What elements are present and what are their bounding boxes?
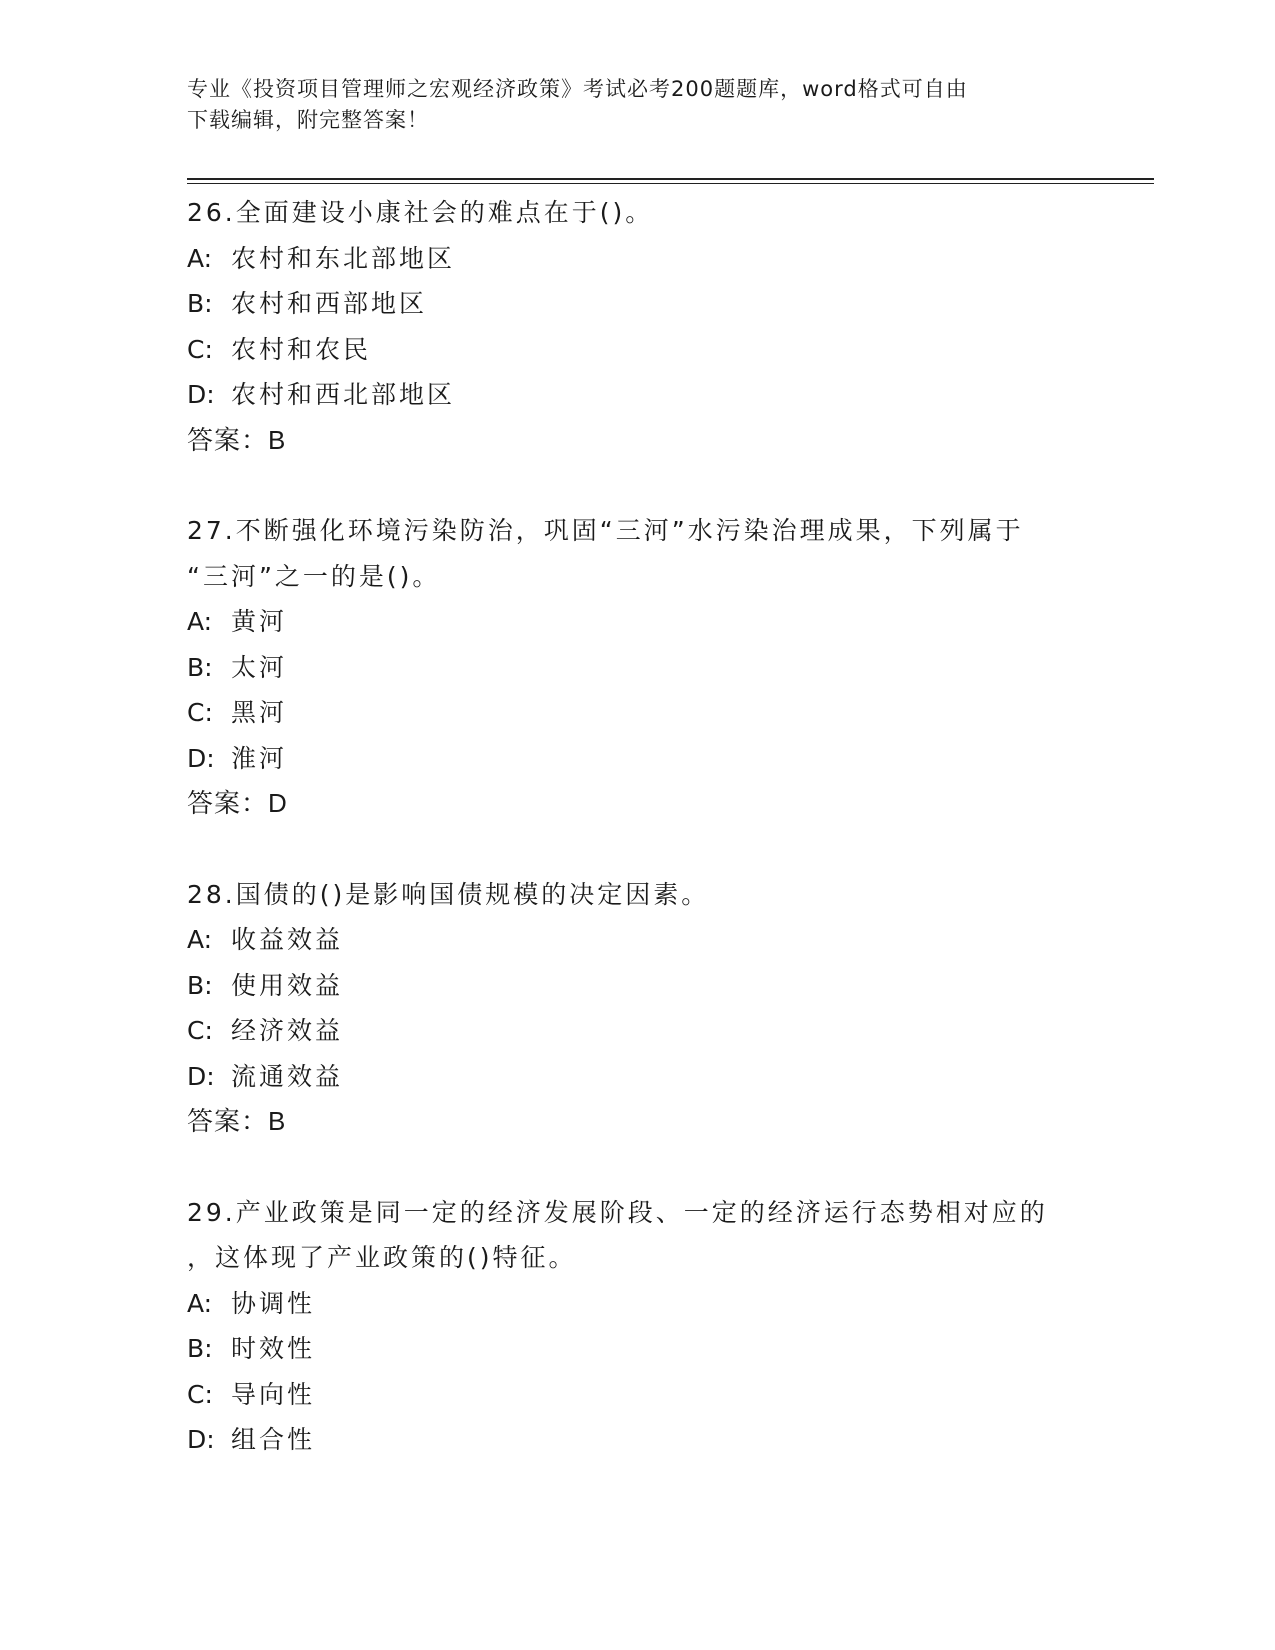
option-text: 黑河: [231, 698, 288, 727]
option-letter: B:: [187, 1334, 213, 1363]
answer-line: 答案：B: [187, 424, 287, 455]
option-d: [187, 736, 1087, 782]
option-d: [187, 1054, 1087, 1100]
answer-line: 答案：D: [187, 788, 288, 818]
option-b: [187, 645, 1087, 691]
option-text: 收益效益: [231, 925, 344, 954]
option-c: [187, 1008, 1087, 1054]
option-b: [187, 1326, 1087, 1372]
answer-line: 答案：B: [187, 1106, 287, 1136]
option-letter: D:: [187, 1061, 215, 1091]
option-text: 流通效益: [231, 1061, 344, 1091]
question-text-line-2: ，这体现了产业政策的()特征。: [187, 1243, 577, 1272]
option-text: 农村和东北部地区: [231, 243, 456, 273]
option-d: [187, 372, 1087, 418]
option-c: [187, 327, 1087, 373]
question-29: [187, 1190, 1087, 1463]
option-letter: C:: [187, 1379, 213, 1409]
option-letter: A:: [187, 925, 213, 954]
option-a: [187, 599, 1087, 645]
option-letter: D:: [187, 1425, 215, 1454]
header-line-1: 专业《投资项目管理师之宏观经济政策》考试必考200题题库，word格式可自由: [187, 77, 968, 101]
option-text: 协调性: [231, 1288, 316, 1318]
option-letter: D:: [187, 380, 215, 409]
option-text: 太河: [231, 652, 288, 682]
option-a: [187, 917, 1087, 963]
question-text-line-2: “三河”之一的是()。: [187, 561, 441, 591]
question-text-line-1: 27.不断强化环境污染防治，巩固“三河”水污染治理成果，下列属于: [187, 516, 1024, 545]
question-text: 26.全面建设小康社会的难点在于()。: [187, 198, 654, 227]
question-26: [187, 190, 1087, 463]
header-divider-thin: [187, 183, 1154, 184]
header-line-2: 下载编辑，附完整答案！: [187, 108, 429, 132]
option-letter: B:: [187, 289, 213, 318]
question-list: [187, 190, 1087, 1463]
option-text: 经济效益: [231, 1016, 344, 1045]
option-text: 黄河: [231, 607, 288, 636]
option-letter: D:: [187, 743, 215, 773]
option-text: 使用效益: [231, 970, 344, 1000]
option-c: [187, 690, 1087, 736]
option-text: 农村和西北部地区: [231, 380, 456, 409]
option-text: 组合性: [231, 1425, 316, 1454]
option-c: [187, 1372, 1087, 1418]
option-text: 农村和农民: [231, 334, 372, 364]
option-letter: C:: [187, 698, 213, 727]
question-28: [187, 872, 1087, 1145]
option-text: 淮河: [231, 743, 288, 773]
option-d: [187, 1417, 1087, 1463]
header-divider-thick: [187, 178, 1154, 180]
option-text: 时效性: [231, 1334, 316, 1363]
option-b: [187, 963, 1087, 1009]
option-letter: A:: [187, 607, 213, 636]
document-header: [187, 74, 1067, 136]
option-a: [187, 1281, 1087, 1327]
option-letter: C:: [187, 334, 213, 364]
option-a: [187, 236, 1087, 282]
option-letter: B:: [187, 652, 213, 682]
question-text-line-1: 29.产业政策是同一定的经济发展阶段、一定的经济运行态势相对应的: [187, 1197, 1048, 1227]
question-27: [187, 508, 1087, 827]
question-text: 28.国债的()是影响国债规模的决定因素。: [187, 879, 710, 909]
option-letter: B:: [187, 970, 213, 1000]
option-letter: A:: [187, 1288, 213, 1318]
option-b: [187, 281, 1087, 327]
option-letter: A:: [187, 243, 213, 273]
option-text: 农村和西部地区: [231, 289, 428, 318]
option-text: 导向性: [231, 1379, 316, 1409]
option-letter: C:: [187, 1016, 213, 1045]
